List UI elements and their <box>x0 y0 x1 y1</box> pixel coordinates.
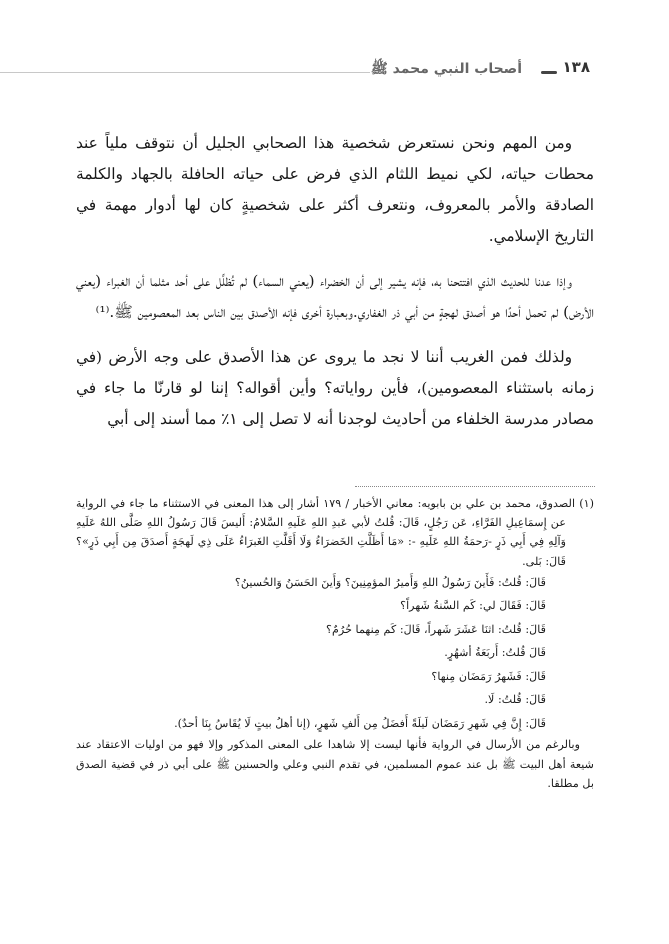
body-text <box>76 128 594 449</box>
footnote-note: وبالرغم من الأرسال في الرواية فأنها ليست إلا شاهدا على المعنى المذكور وإلا فهو من اوليات الاعتقاد عند شيعة أهل البيت ﷺ بل عند عموم المسلمين، في تقدم النبي وعلي والحسنين ﷺ على أبي ذر في قضية الصدق بل مطلقا. <box>76 738 594 790</box>
header-rule <box>0 72 370 73</box>
header-dash <box>541 71 557 74</box>
body-paragraph-2: وإذا عدنا للحديث الذي افتتحنا به، فإنه يشير إلى أن الخضراء (يعني السماء) لم تُظلِّل على أحد مثلما أن الغبراء (يعني الأرض) لم تحمل أحدًا هو أصدق لهجةٍ من أبي ذر الغفاري.وبعبارة أخرى فإنه الأصدق بين الناس بعد المعصومين ﷺ.⁽¹⁾ <box>76 272 594 321</box>
footnote-separator <box>355 486 595 487</box>
footnote-intro: (١) الصدوق، محمد بن علي بن بابويه: معاني الأخبار / ١٧٩ أشار إلى هذا المعنى في الاستثناء ما جاء في الرواية عن إِسمَاعِيلِ الفَرَّاءِ، عَن رَجُلٍ، قَالَ: قُلتُ لأبي عَبدِ اللهِ عَلَيهِ السَّلامُ: أَليسَ قَالَ رَسُولُ اللهِ صَلَّى اللهُ عَلَيهِ وَآلِهِ فِي أَبِي ذَرٍ -رَحمَةُ اللهِ عَلَيهِ -: «مَا أَظَلَّتِ الخَضرَاءُ وَلَا أَقَلَّتِ الغَبرَاءُ عَلَى ذِي لَهجَةٍ أَصدَقَ مِن أَبِي ذَرٍ»؟ قَالَ: بَلى. <box>76 497 595 568</box>
page-number: ١٣٨ <box>562 58 590 76</box>
footnote-dialogue-line: قَالَ: قُلتُ: اثنَا عَشَرَ شَهراً، قَالَ: كَم مِنهما حُرُمٌ؟ <box>326 622 546 636</box>
running-title: أصحاب النبي محمد ﷺ <box>370 61 522 77</box>
footnote-dialogue-line: قَالَ: فَقَالَ لي: كَم السَّنةُ شَهراً؟ <box>400 599 546 613</box>
footnote-dialogue-line: قَالَ: قُلتُ: لَا. <box>484 693 546 707</box>
body-paragraph-3: ولذلك فمن الغريب أننا لا نجد ما يروى عن هذا الأصدق على وجه الأرض (في زمانه باستثناء المعصومين)، فأين رواياته؟ وأين أقواله؟ إننا لو قارنّا ما جاء في مصادر مدرسة الخلفاء من أحاديث لوجدنا أنه لا تصل إلى ١٪ مما أسند إلى أبي <box>76 348 594 428</box>
footnote-dialogue-line: قَالَ قُلتُ: أَربَعَةُ أشهُرٍ. <box>444 646 546 660</box>
footnote <box>76 494 594 793</box>
body-paragraph-1: ومن المهم ونحن نستعرض شخصية هذا الصحابي الجليل أن نتوقف ملياً عند محطات حياته، لكي نميط اللثام الذي فرض على حياته الحافلة بالجهاد والكلمة الصادقة والأمر بالمعروف، ونتعرف أكثر على شخصيةٍ كان لها أدوار مهمة في التاريخ الإسلامي. <box>76 134 594 245</box>
footnote-dialogue-line: قَالَ: إِنَّ فِي شَهرِ رَمَضَان لَيلَةً أَفضَلُ مِن أَلفِ شَهرٍ، (إنا أهلُ بيتٍ لَا يُقَاسُ بِنَا أحدٌ). <box>174 716 546 730</box>
footnote-dialogue-line: قَالَ: فَشَهرُ رَمَضَان مِنها؟ <box>431 669 546 683</box>
page-header <box>0 58 669 88</box>
footnote-dialogue-line: قَالَ: قُلتُ: فَأَينَ رَسُولُ اللهِ وَأَميرُ المؤمِنِينَ؟ وَأَينَ الحَسَنُ وَالحُسينُ؟ <box>234 575 546 589</box>
